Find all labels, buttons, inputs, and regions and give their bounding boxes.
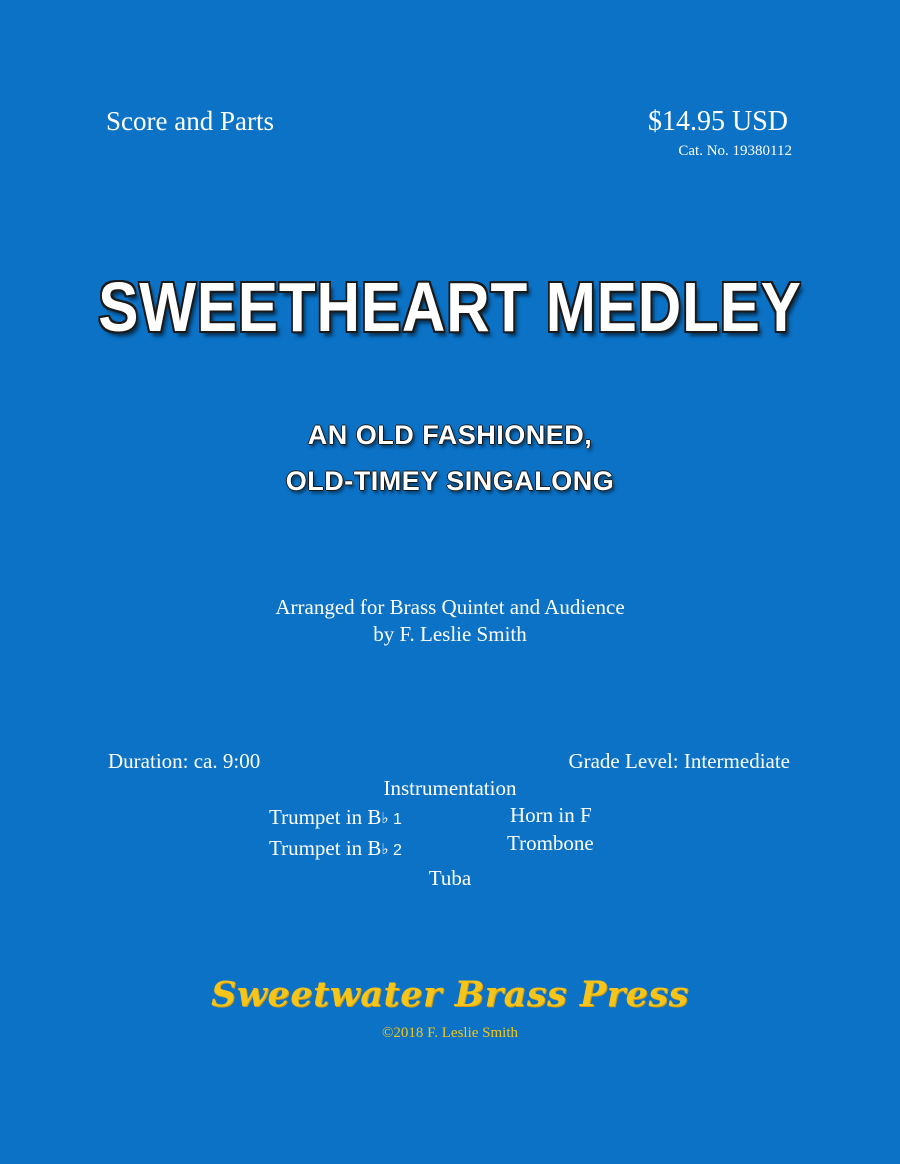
instrument-horn: Horn in F (510, 803, 592, 827)
instrument-tuba: Tuba (428, 866, 472, 890)
instrument-trumpet-2-number: 2 (388, 842, 402, 859)
instrument-trumpet-2 (269, 836, 402, 861)
arrangement-line-2: by F. Leslie Smith (373, 622, 527, 646)
instrumentation-heading: Instrumentation (383, 776, 517, 800)
page-title: SWEETHEART MEDLEY (98, 268, 802, 346)
instrument-trumpet-1 (269, 805, 402, 830)
catalog-number: Cat. No. 19380112 (678, 143, 792, 159)
arrangement-line-1: Arranged for Brass Quintet and Audience (275, 595, 625, 619)
grade-level-label: Grade Level: Intermediate (568, 749, 790, 773)
instrument-trumpet-1-name: Trumpet in B (269, 805, 382, 829)
flat-symbol: ♭ (381, 811, 389, 827)
subtitle-line-2: OLD-TIMEY SINGALONG (285, 466, 615, 496)
format-label: Score and Parts (106, 106, 274, 136)
instrument-trumpet-1-number: 1 (388, 811, 402, 828)
publisher-logo: Sweetwater Brass Press (211, 974, 689, 1015)
flat-symbol: ♭ (381, 842, 389, 858)
subtitle-line-1: AN OLD FASHIONED, (307, 420, 593, 450)
copyright-notice: ©2018 F. Leslie Smith (381, 1025, 519, 1041)
instrument-trumpet-2-name: Trumpet in B (269, 836, 382, 860)
arrangement-credit (0, 594, 900, 648)
price-label: $14.95 USD (647, 106, 788, 137)
duration-label: Duration: ca. 9:00 (108, 749, 261, 773)
instrument-trombone: Trombone (507, 831, 594, 855)
